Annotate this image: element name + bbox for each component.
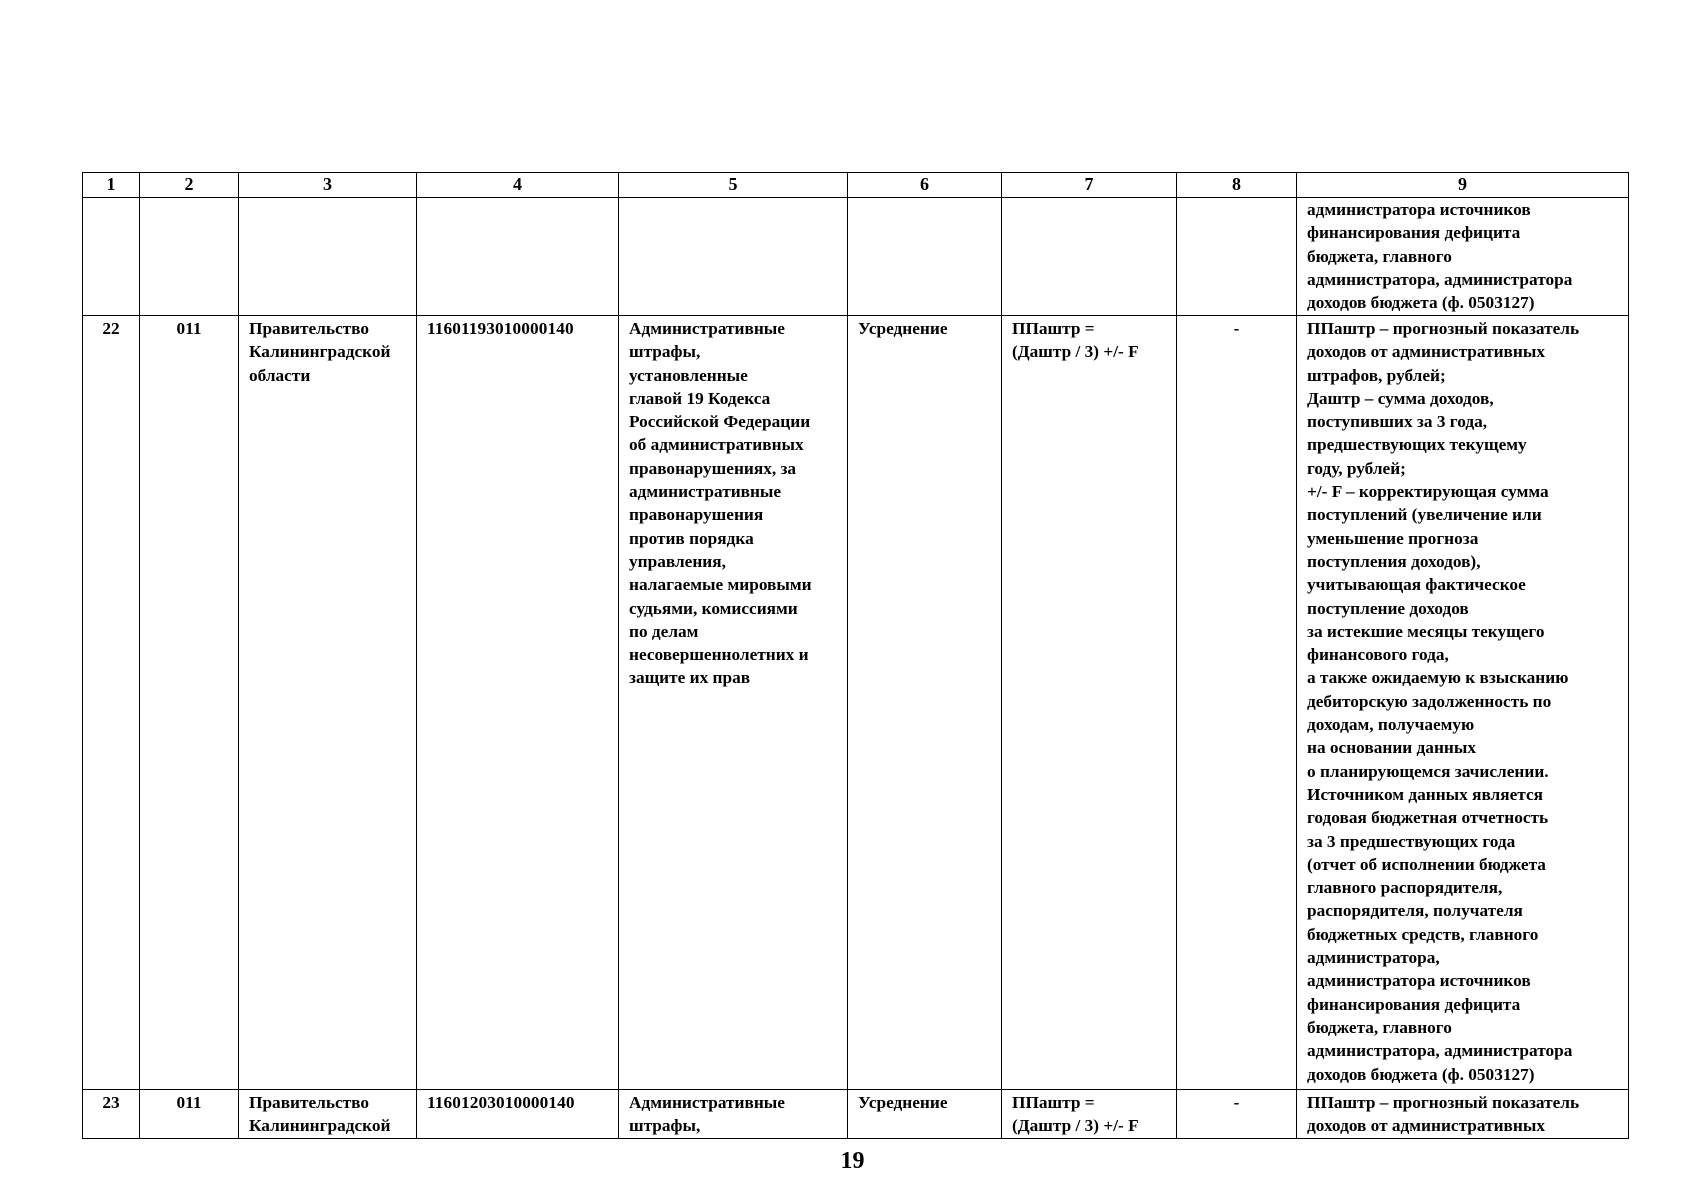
cell-empty: [1002, 198, 1177, 316]
income-name: Административные штрафы,: [619, 1090, 848, 1139]
admin-code: 011: [140, 316, 239, 1090]
header-cell-3: 3: [239, 173, 417, 198]
col8-value: -: [1177, 316, 1297, 1090]
continuation-row: [83, 198, 1629, 316]
cell-empty: [848, 198, 1002, 316]
cell-empty: [239, 198, 417, 316]
continuation-description: администратора источников финансирования дефицита бюджета, главного администратора, администратора доходов бюджета (ф. 0503127): [1297, 198, 1629, 316]
forecast-formula: ППаштр = (Даштр / 3) +/- F: [1002, 316, 1177, 1090]
admin-name: Правительство Калининградской: [239, 1090, 417, 1139]
table-row-22: [83, 316, 1629, 1090]
kbk-code: 11601203010000140: [417, 1090, 619, 1139]
kbk-code: 11601193010000140: [417, 316, 619, 1090]
formula-description: ППаштр – прогнозный показатель доходов от административных: [1297, 1090, 1629, 1139]
cell-empty: [140, 198, 239, 316]
table-row-23: [83, 1090, 1629, 1139]
header-cell-9: 9: [1297, 173, 1629, 198]
forecast-formula: ППаштр = (Даштр / 3) +/- F: [1002, 1090, 1177, 1139]
budget-forecast-table: [82, 172, 1629, 1139]
header-cell-1: 1: [83, 173, 140, 198]
admin-code: 011: [140, 1090, 239, 1139]
cell-empty: [619, 198, 848, 316]
formula-description: ППаштр – прогнозный показатель доходов от административных штрафов, рублей; Даштр – сумма доходов, поступивших за 3 года, предшествующих текущему году, рублей; +/- F – корректирующая сумма поступлений (увеличение или уменьшение прогноза поступления доходов), учитывающая фактическое поступление доходов за истекшие месяцы текущего финансового года, а также ожидаемую к взысканию дебиторскую задолженность по доходам, получаемую на основании данных о планирующемся зачислении. Источником данных является годовая бюджетная отчетность за 3 предшествующих года (отчет об исполнении бюджета главного распорядителя, распорядителя, получателя бюджетных средств, главного администратора, администратора источников финансирования дефицита бюджета, главного администратора, администратора доходов бюджета (ф. 0503127): [1297, 316, 1629, 1090]
forecast-method: Усреднение: [848, 1090, 1002, 1139]
page-number: 19: [840, 1148, 865, 1174]
header-cell-4: 4: [417, 173, 619, 198]
cell-empty: [417, 198, 619, 316]
cell-empty: [1177, 198, 1297, 316]
header-cell-5: 5: [619, 173, 848, 198]
header-cell-6: 6: [848, 173, 1002, 198]
row-number: 23: [83, 1090, 140, 1139]
header-cell-7: 7: [1002, 173, 1177, 198]
row-number: 22: [83, 316, 140, 1090]
header-row: [83, 173, 1629, 198]
header-cell-2: 2: [140, 173, 239, 198]
income-name: Административные штрафы, установленные главой 19 Кодекса Российской Федерации об административных правонарушениях, за административные правонарушения против порядка управления, налагаемые мировыми судьями, комиссиями по делам несовершеннолетних и защите их прав: [619, 316, 848, 1090]
forecast-method: Усреднение: [848, 316, 1002, 1090]
cell-empty: [83, 198, 140, 316]
admin-name: Правительство Калининградской области: [239, 316, 417, 1090]
col8-value: -: [1177, 1090, 1297, 1139]
header-cell-8: 8: [1177, 173, 1297, 198]
